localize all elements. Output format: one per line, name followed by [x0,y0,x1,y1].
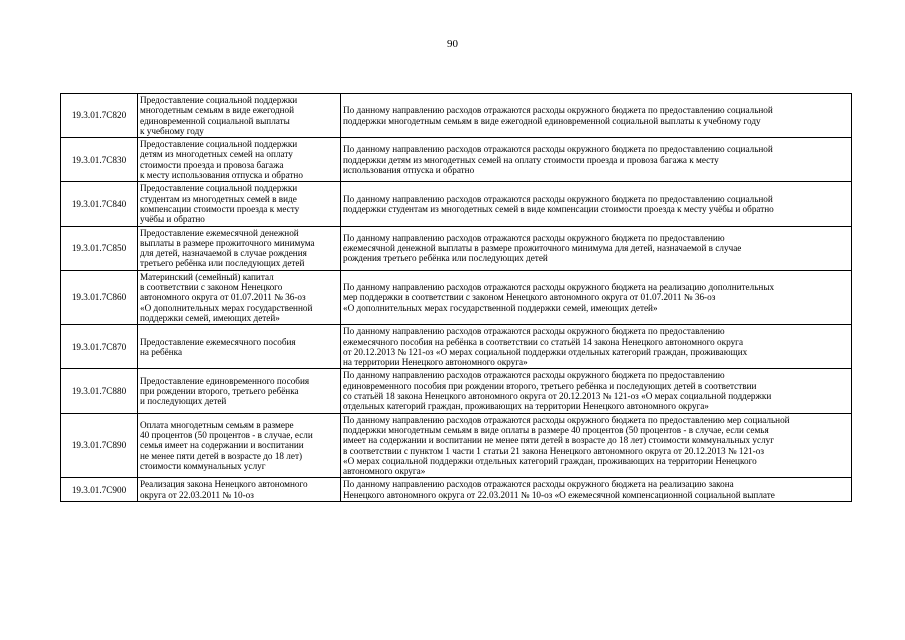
expense-name-line: учёбы и обратно [140,214,205,225]
table-row [61,478,852,502]
table-row [61,182,852,226]
expense-name-cell [138,369,341,413]
expense-name-line: 40 процентов (50 процентов - в случае, если [140,430,313,441]
expense-name-line: студентам из многодетных семей в виде [140,193,297,204]
expense-name-cell [138,226,341,270]
expense-name-line: третьего ребёнка или последующих детей [140,258,305,269]
expense-description-cell [341,270,852,324]
expense-code-cell: 19.3.01.7С820 [61,94,138,138]
budget-classification-table [60,93,852,502]
expense-code-cell: 19.3.01.7С870 [61,325,138,369]
table-row [61,325,852,369]
expense-name-line: многодетным семьям в виде ежегодной [140,105,295,116]
expense-name-line: Предоставление социальной поддержки [140,183,298,194]
expense-name-line: округа от 22.03.2011 № 10-оз [140,489,254,500]
expense-name-line: единовременной социальной выплаты [140,115,290,126]
table-body [61,94,852,502]
expense-description-line: «О мерах социальной поддержки отдельных категорий граждан, проживающих на территории Ненецкого [343,455,757,466]
expense-name-line: не менее пяти детей в возрасте до 18 лет) [140,450,303,461]
expense-description-line: использования отпуска и обратно [343,164,475,175]
expense-code-cell: 19.3.01.7С890 [61,413,138,478]
expense-description-line: от 20.12.2013 № 121-оз «О мерах социальной поддержки отдельных категорий граждан, проживающих [343,346,748,357]
expense-description-line: По данному направлению расходов отражаются расходы окружного бюджета по предоставлению социальной [343,193,773,204]
expense-name-line: Предоставление социальной поддержки [140,139,298,150]
expense-name-line: Реализация закона Ненецкого автономного [140,479,308,490]
table-row [61,226,852,270]
expense-description-line: поддержки детям из многодетных семей на оплату стоимости проезда и провоза багажа к месту [343,154,719,165]
table-row [61,94,852,138]
table-row [61,369,852,413]
expense-description-line: на территории Ненецкого автономного округа» [343,357,528,368]
expense-description-line: в соответствии с пунктом 1 части 1 статьи 21 закона Ненецкого автономного округа от 20.12.2013 № 121-оз [343,445,764,456]
expense-code-cell: 19.3.01.7С840 [61,182,138,226]
expense-name-line: Материнский (семейный) капитал [140,271,274,282]
expense-name-line: на ребёнка [140,346,183,357]
expense-description-line: По данному направлению расходов отражаются расходы окружного бюджета по предоставлению социальной [343,105,773,116]
expense-code-cell: 19.3.01.7С830 [61,138,138,182]
expense-code-cell: 19.3.01.7С850 [61,226,138,270]
table-row [61,138,852,182]
expense-description-line: Ненецкого автономного округа от 22.03.2011 № 10-оз «О ежемесячной компенсационной социальной выплате [343,489,775,500]
expense-name-line: «О дополнительных мерах государственной [140,302,313,313]
expense-code-cell: 19.3.01.7С860 [61,270,138,324]
expense-description-cell [341,325,852,369]
page-number: 90 [447,38,458,50]
expense-name-line: в соответствии с законом Ненецкого [140,282,283,293]
expense-name-line: Оплата многодетным семьям в размере [140,419,294,430]
expense-description-line: имеет на содержании и воспитании не менее пяти детей в возрасте до 18 лет) стоимости коммунальных услуг [343,435,775,446]
expense-name-cell [138,182,341,226]
expense-description-line: ежемесячного пособия на ребёнка в соответствии со статьёй 14 закона Ненецкого автономного округа [343,336,744,347]
expense-name-cell [138,413,341,478]
expense-name-line: семья имеет на содержании и воспитании [140,440,304,451]
expense-description-line: поддержки студентам из многодетных семей в виде компенсации стоимости проезда к месту учёбы и обратно [343,203,774,214]
expense-description-line: По данному направлению расходов отражаются расходы окружного бюджета по предоставлению [343,370,725,381]
expense-description-line: По данному направлению расходов отражаются расходы окружного бюджета на реализацию дополнительных [343,282,775,293]
expense-name-cell [138,325,341,369]
expense-description-line: мер поддержки в соответствии с законом Ненецкого автономного округа от 01.07.2011 № 36-оз [343,292,716,303]
table-row [61,270,852,324]
expense-name-line: детям из многодетных семей на оплату [140,149,293,160]
expense-description-line: «О дополнительных мерах государственной поддержки семей, имеющих детей» [343,302,658,313]
expense-description-line: По данному направлению расходов отражаются расходы окружного бюджета по предоставлению [343,232,725,243]
expense-name-line: поддержки семей, имеющих детей» [140,312,280,323]
expense-description-line: поддержки многодетным семьям в виде оплаты в размере 40 процентов (50 процентов - в случае, если семья [343,424,769,435]
expense-name-line: выплаты в размере прожиточного минимума [140,237,315,248]
expense-name-line: при рождении второго, третьего ребёнка [140,385,299,396]
expense-description-line: отдельных категорий граждан, проживающих на территории Ненецкого автономного округа» [343,401,709,412]
expense-name-line: Предоставление социальной поддержки [140,95,298,105]
expense-description-line: По данному направлению расходов отражаются расходы окружного бюджета по предоставлению [343,326,725,337]
expense-description-cell [341,226,852,270]
expense-name-line: компенсации стоимости проезда к месту [140,203,300,214]
expense-name-cell [138,94,341,138]
expense-name-line: Предоставление единовременного пособия [140,375,310,386]
expense-description-line: По данному направлению расходов отражаются расходы окружного бюджета по предоставлению мер социальной [343,414,790,425]
expense-description-cell [341,138,852,182]
expense-description-line: со статьёй 18 закона Ненецкого автономного округа от 20.12.2013 № 121-оз «О мерах социальной поддержки [343,391,772,402]
expense-description-line: ежемесячной денежной выплаты в размере прожиточного минимума для детей, назначаемой в случае [343,243,742,253]
expense-name-line: автономного округа от 01.07.2011 № 36-оз [140,292,306,303]
expense-name-line: к месту использования отпуска и обратно [140,170,303,181]
expense-name-line: стоимости проезда и провоза багажа [140,159,284,170]
expense-description-cell [341,478,852,502]
expense-name-cell [138,478,341,502]
table-row [61,413,852,478]
expense-description-line: рождения третьего ребёнка или последующих детей [343,253,548,264]
expense-description-line: единовременного пособия при рождении второго, третьего ребёнка и последующих детей в соответствии [343,380,757,391]
expense-name-cell [138,138,341,182]
expense-description-line: По данному направлению расходов отражаются расходы окружного бюджета на реализацию закона [343,479,734,490]
expense-description-line: автономного округа» [343,466,426,477]
expense-name-line: для детей, назначаемой в случае рождения [140,248,307,259]
expense-description-cell [341,94,852,138]
expense-code-cell: 19.3.01.7С880 [61,369,138,413]
expense-description-cell [341,413,852,478]
expense-name-line: и последующих детей [140,396,227,407]
expense-name-line: к учебному году [140,125,204,136]
expense-name-line: Предоставление ежемесячного пособия [140,336,296,347]
expense-description-line: поддержки многодетным семьям в виде ежегодной единовременной социальной выплаты к учебному году [343,115,761,126]
expense-description-cell [341,369,852,413]
expense-name-cell [138,270,341,324]
expense-description-cell [341,182,852,226]
expense-description-line: По данному направлению расходов отражаются расходы окружного бюджета по предоставлению социальной [343,144,773,155]
expense-name-line: Предоставление ежемесячной денежной [140,227,299,238]
expense-name-line: стоимости коммунальных услуг [140,460,266,471]
expense-code-cell: 19.3.01.7С900 [61,478,138,502]
